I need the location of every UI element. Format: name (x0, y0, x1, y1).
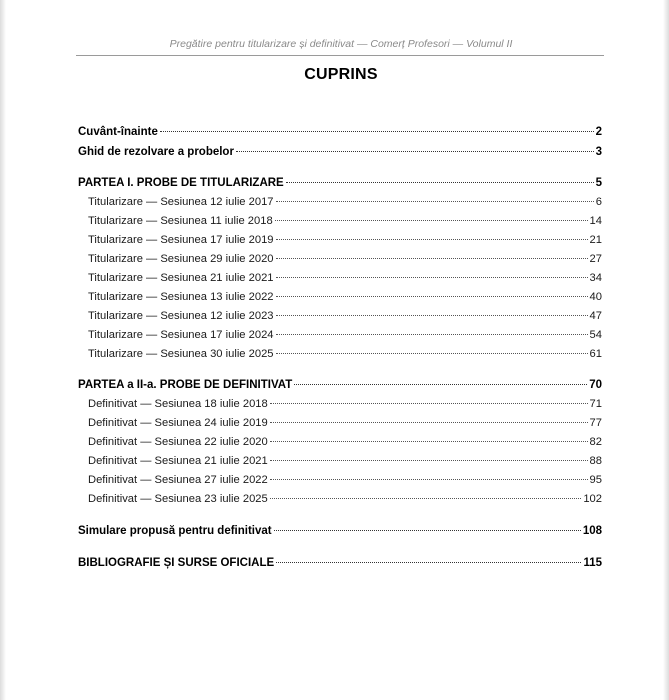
toc-page-number: 61 (589, 348, 602, 360)
toc-entry-definitivat-2025[interactable] (88, 492, 602, 506)
toc-page-number: 27 (589, 253, 602, 265)
toc-page-number: 70 (589, 379, 602, 391)
toc-dot-leader (276, 258, 588, 259)
toc-entry-definitivat-2020[interactable] (88, 435, 602, 449)
toc-page-number: 14 (589, 215, 602, 227)
toc-page-number: 77 (589, 417, 602, 429)
toc-entry-label: Titularizare — Sesiunea 13 iulie 2022 (88, 291, 274, 303)
toc-dot-leader (270, 498, 582, 499)
toc-dot-leader (276, 277, 588, 278)
toc-entry-simulation[interactable] (78, 524, 602, 538)
toc-entry-definitivat-2022[interactable] (88, 473, 602, 487)
toc-page-number: 82 (589, 436, 602, 448)
toc-dot-leader (286, 182, 594, 183)
toc-entry-foreword[interactable] (78, 125, 602, 139)
toc-dot-leader (270, 479, 588, 480)
toc-page-number: 108 (582, 525, 602, 537)
toc-entry-label: Titularizare — Sesiunea 11 iulie 2018 (88, 215, 273, 227)
toc-entry-titularizare-2024[interactable] (88, 328, 602, 342)
toc-dot-leader (270, 422, 588, 423)
toc-entry-definitivat-2019[interactable] (88, 416, 602, 430)
toc-page-number: 102 (583, 493, 602, 505)
toc-page-number: 71 (589, 398, 602, 410)
toc-dot-leader (276, 353, 588, 354)
toc-page-number: 54 (589, 329, 602, 341)
toc-page-number: 5 (595, 177, 602, 189)
toc-dot-leader (236, 151, 594, 152)
toc-entry-titularizare-2025[interactable] (88, 347, 602, 361)
toc-page-number: 6 (595, 196, 602, 208)
toc-entry-titularizare-2022[interactable] (88, 290, 602, 304)
toc-entry-titularizare-2023[interactable] (88, 309, 602, 323)
toc-entry-label: Definitivat — Sesiunea 22 iulie 2020 (88, 436, 268, 448)
toc-entry-label: Ghid de rezolvare a probelor (78, 146, 234, 158)
toc-dot-leader (276, 296, 588, 297)
toc-page-number: 115 (583, 557, 602, 569)
toc-entry-label: PARTEA a II-a. PROBE DE DEFINITIVAT (78, 379, 293, 391)
running-header: Pregătire pentru titularizare și definitivat — Comerț Profesori — Volumul II (169, 38, 513, 50)
toc-entry-titularizare-2018[interactable] (88, 214, 602, 228)
toc-entry-titularizare-2019[interactable] (88, 233, 602, 247)
toc-part-1-heading[interactable] (78, 176, 602, 190)
toc-entry-guide[interactable] (78, 145, 602, 159)
toc-entry-label: Titularizare — Sesiunea 12 iulie 2017 (88, 196, 274, 208)
toc-entry-label: BIBLIOGRAFIE ȘI SURSE OFICIALE (78, 557, 275, 569)
toc-page-number: 3 (595, 146, 602, 158)
toc-entry-bibliography[interactable] (78, 556, 602, 570)
toc-page-number: 40 (589, 291, 602, 303)
page-left-edge-shadow (0, 0, 6, 700)
toc-page-number: 2 (595, 126, 602, 138)
toc-entry-titularizare-2017[interactable] (88, 195, 602, 209)
toc-dot-leader (270, 441, 588, 442)
page-title: CUPRINS (304, 66, 378, 83)
toc-dot-leader (160, 131, 594, 132)
toc-page-number: 88 (589, 455, 602, 467)
toc-entry-label: PARTEA I. PROBE DE TITULARIZARE (78, 177, 284, 189)
toc-entry-label: Definitivat — Sesiunea 24 iulie 2019 (88, 417, 268, 429)
toc-entry-definitivat-2021[interactable] (88, 454, 602, 468)
toc-entry-label: Cuvânt-înainte (78, 126, 158, 138)
toc-entry-titularizare-2021[interactable] (88, 271, 602, 285)
toc-entry-label: Titularizare — Sesiunea 12 iulie 2023 (88, 310, 274, 322)
toc-entry-label: Titularizare — Sesiunea 30 iulie 2025 (88, 348, 274, 360)
toc-entry-label: Titularizare — Sesiunea 29 iulie 2020 (88, 253, 274, 265)
toc-page-number: 47 (589, 310, 602, 322)
toc-entry-label: Titularizare — Sesiunea 17 iulie 2019 (88, 234, 274, 246)
toc-entry-label: Definitivat — Sesiunea 21 iulie 2021 (88, 455, 268, 467)
toc-part-2-heading[interactable] (78, 378, 602, 392)
toc-dot-leader (276, 334, 588, 335)
toc-entry-label: Simulare propusă pentru definitivat (78, 525, 272, 537)
header-rule (76, 55, 604, 56)
toc-entry-label: Titularizare — Sesiunea 21 iulie 2021 (88, 272, 274, 284)
toc-dot-leader (270, 403, 588, 404)
toc-entry-label: Titularizare — Sesiunea 17 iulie 2024 (88, 329, 274, 341)
toc-page-number: 21 (589, 234, 602, 246)
toc-entry-label: Definitivat — Sesiunea 23 iulie 2025 (88, 493, 268, 505)
toc-dot-leader (276, 201, 594, 202)
toc-entry-label: Definitivat — Sesiunea 18 iulie 2018 (88, 398, 268, 410)
toc-entry-titularizare-2020[interactable] (88, 252, 602, 266)
toc-dot-leader (270, 460, 588, 461)
toc-dot-leader (294, 384, 587, 385)
toc-page-number: 34 (589, 272, 602, 284)
toc-dot-leader (276, 562, 581, 563)
toc-dot-leader (276, 315, 588, 316)
toc-dot-leader (276, 239, 588, 240)
toc-dot-leader (275, 220, 588, 221)
page-right-edge-shadow (663, 0, 669, 700)
toc-dot-leader (274, 530, 581, 531)
toc-page-number: 95 (589, 474, 602, 486)
toc-entry-label: Definitivat — Sesiunea 27 iulie 2022 (88, 474, 268, 486)
toc-entry-definitivat-2018[interactable] (88, 397, 602, 411)
